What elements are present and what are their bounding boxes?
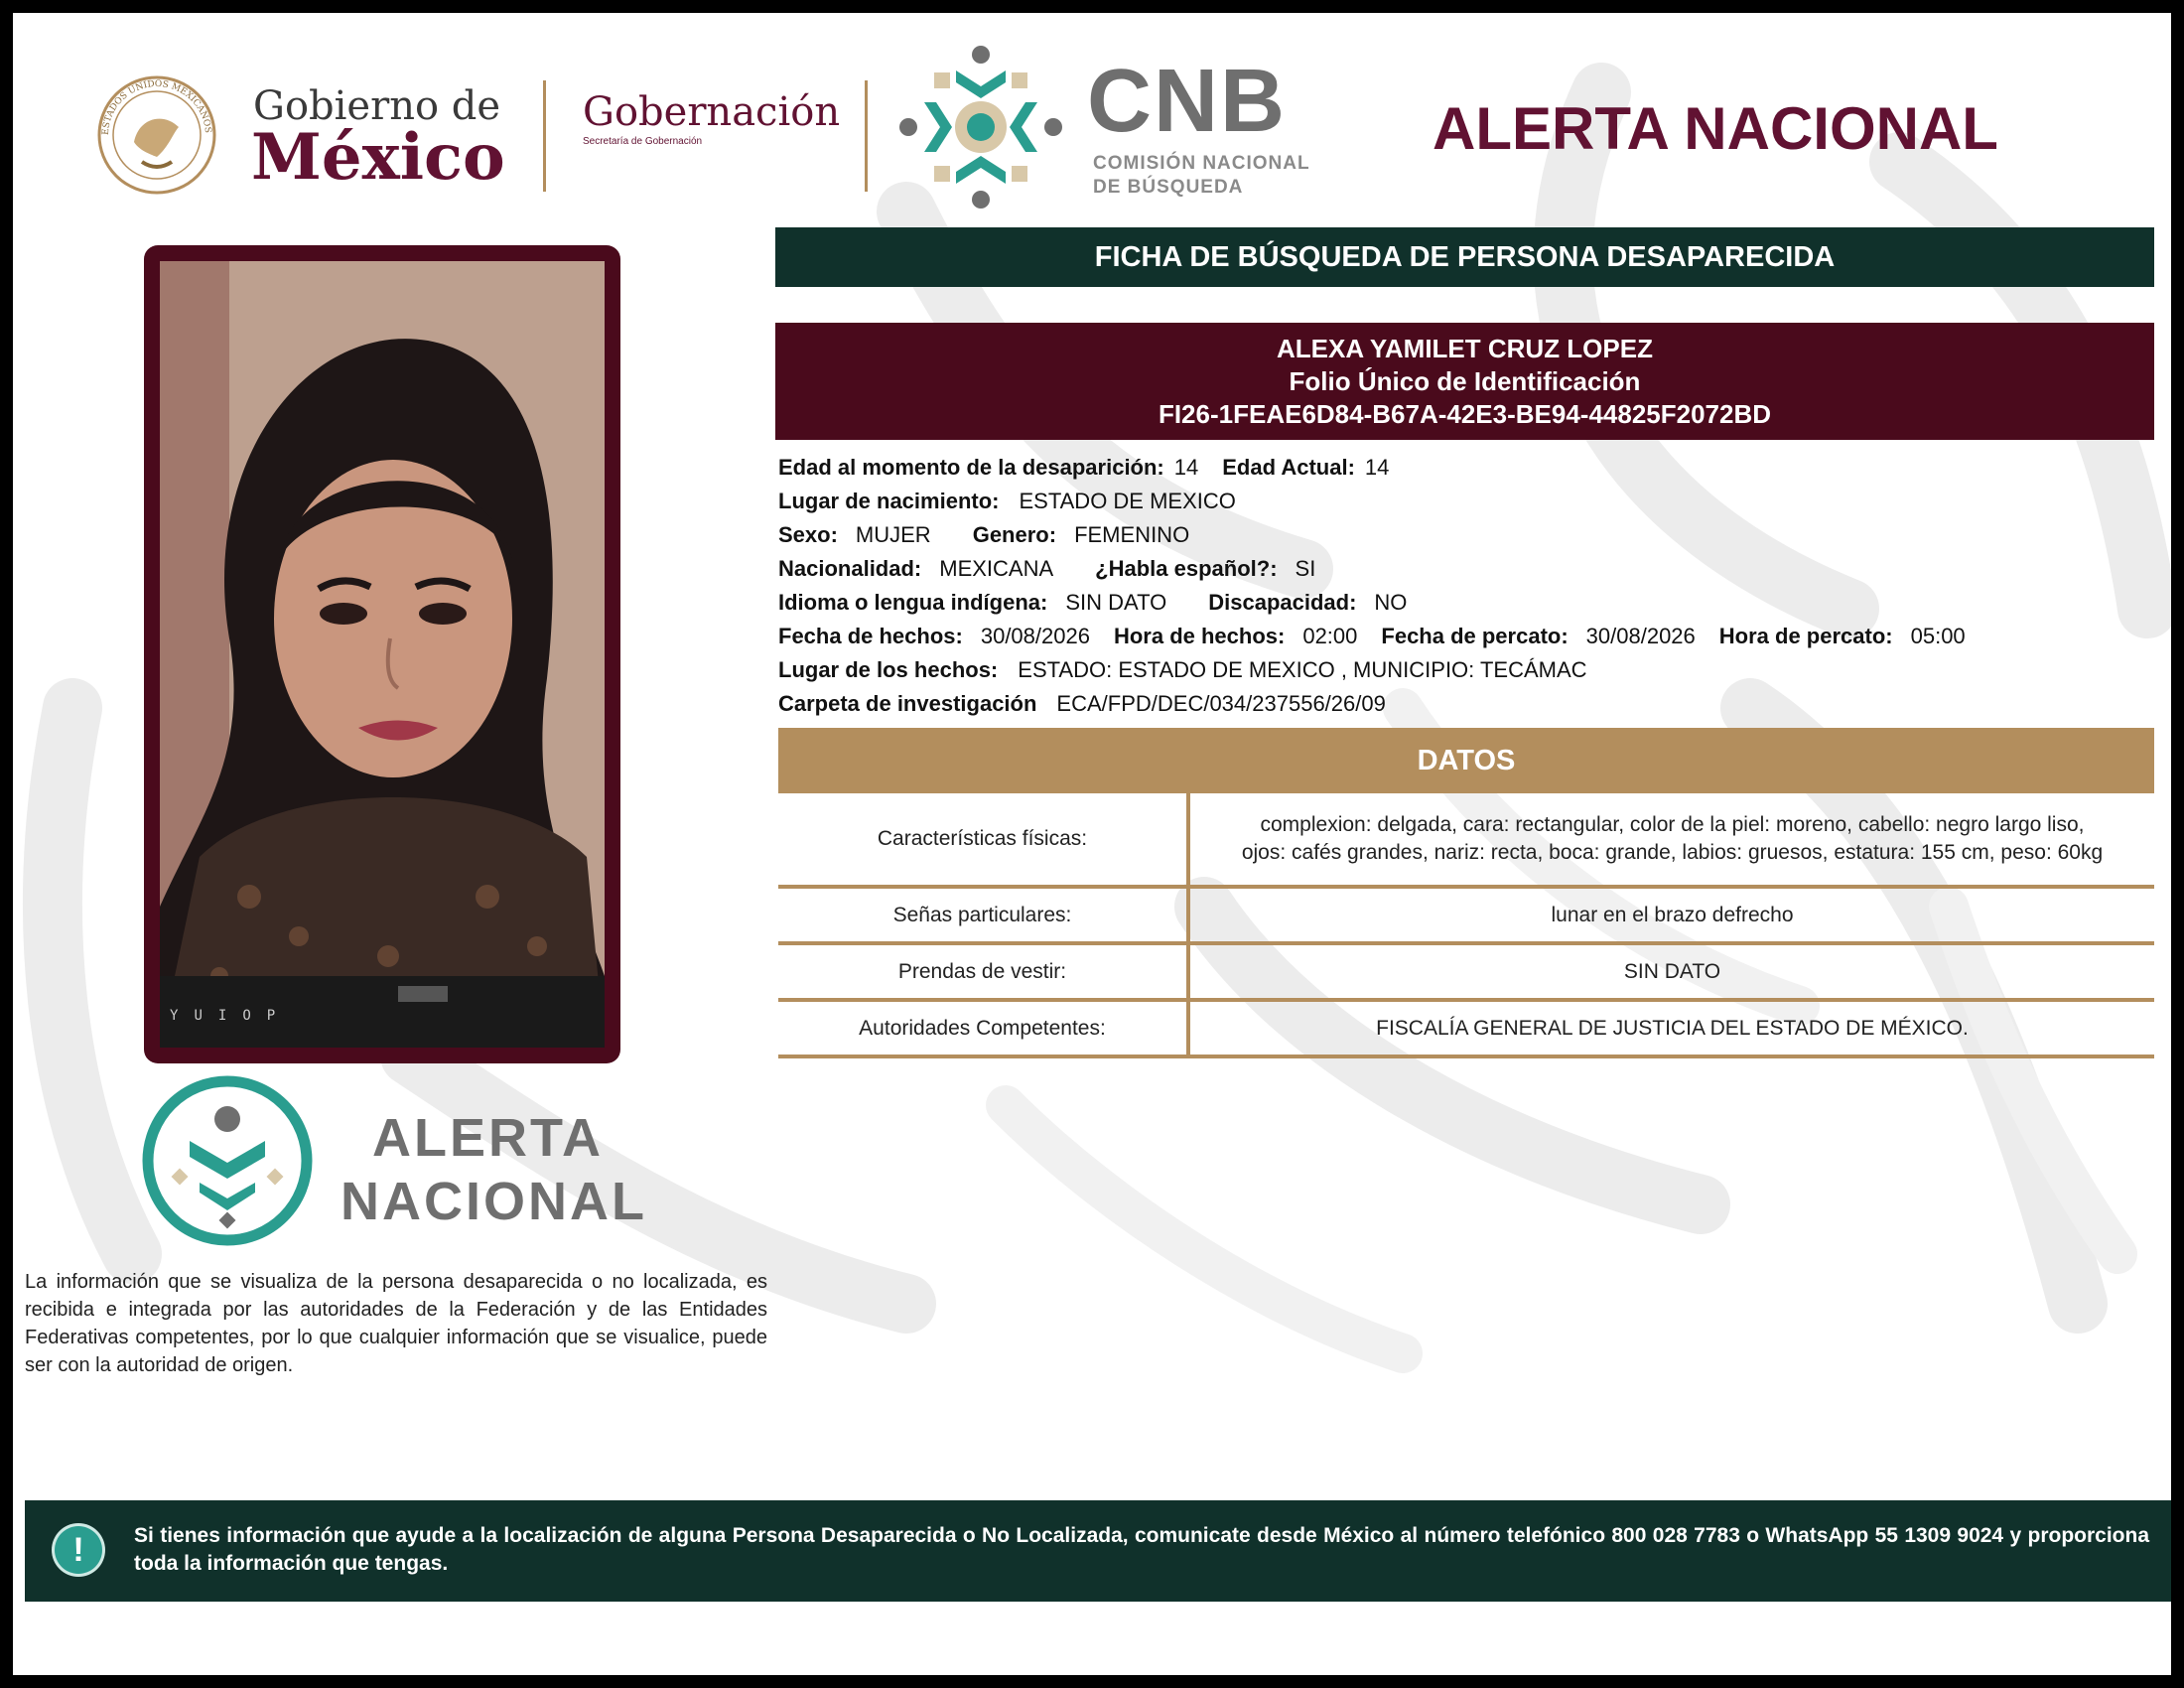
gobierno-line2: México: [251, 120, 505, 195]
keyboard-key: O: [242, 1008, 251, 1024]
datos-row-value: SIN DATO: [1188, 943, 2154, 1000]
edad-actual-value: 14: [1364, 455, 1390, 480]
seal-text: [94, 72, 219, 198]
header-divider-2: [865, 80, 868, 192]
sexo-value: MUJER: [855, 522, 931, 547]
detail-row-idioma: [778, 586, 2158, 620]
fecha-percato-value: 30/08/2026: [1585, 624, 1696, 648]
folio-label: Folio Único de Identificación: [1289, 366, 1641, 396]
header-divider-1: [543, 80, 546, 192]
exclamation-icon: !: [55, 1526, 102, 1574]
cnb-emblem-icon: [896, 43, 1065, 211]
datos-row-label: Autoridades Competentes:: [778, 1000, 1188, 1056]
datos-row-value: lunar en el brazo defrecho: [1188, 887, 2154, 943]
folio-number: FI26-1FEAE6D84-B67A-42E3-BE94-44825F2072BD: [1158, 399, 1772, 429]
genero-value: FEMENINO: [1074, 522, 1190, 547]
hora-percato-value: 05:00: [1910, 624, 1966, 648]
cnb-title: CNB: [1087, 52, 1287, 151]
genero-label: Genero:: [972, 522, 1057, 547]
alerta-logo-line2: NACIONAL: [341, 1172, 647, 1231]
discapacidad-value: NO: [1374, 590, 1408, 615]
nacionalidad-label: Nacionalidad:: [778, 556, 922, 581]
carpeta-value: ECA/FPD/DEC/034/237556/26/09: [1056, 691, 1386, 716]
photo-portrait: [160, 261, 605, 1048]
habla-espanol-value: SI: [1295, 556, 1316, 581]
lugar-nacimiento-value: ESTADO DE MEXICO: [1019, 489, 1236, 513]
gobierno-line1: Gobierno de: [253, 83, 501, 129]
svg-text:ESTADOS UNIDOS MEXICANOS: ESTADOS UNIDOS MEXICANOS: [100, 78, 213, 136]
gobernacion-title: Gobernación: [583, 89, 841, 135]
edad-desaparicion-value: 14: [1173, 455, 1199, 480]
carpeta-label: Carpeta de investigación: [778, 691, 1037, 716]
lugar-hechos-value: ESTADO: ESTADO DE MEXICO , MUNICIPIO: TECÁMAC: [1018, 657, 1587, 682]
disclaimer-text: La información que se visualiza de la persona desaparecida o no localizada, es recibida e integrada por las autoridades de la Federación y de las Entidades Federativas competentes, por lo que cualquier información que se visualice, puede ser con la autoridad de origen.: [25, 1271, 767, 1376]
cnb-subtitle-2: DE BÚSQUEDA: [1093, 177, 1244, 198]
detail-row-carpeta: [778, 687, 2158, 721]
hora-percato-label: Hora de percato:: [1718, 624, 1893, 648]
person-header: [775, 323, 2154, 440]
datos-row-value: FISCALÍA GENERAL DE JUSTICIA DEL ESTADO DE MÉXICO.: [1188, 1000, 2154, 1056]
datos-row-label: Características físicas:: [778, 793, 1188, 887]
missing-person-photo: [160, 261, 605, 1048]
datos-value-line: complexion: delgada, cara: rectangular, color de la piel: moreno, cabello: negro largo liso,: [1260, 813, 2085, 836]
detail-row-fechas: [778, 620, 2158, 653]
person-name: ALEXA YAMILET CRUZ LOPEZ: [1277, 334, 1653, 363]
gobierno-logo: [94, 63, 531, 195]
detail-row-nacionalidad: [778, 552, 2158, 586]
sexo-label: Sexo:: [778, 522, 838, 547]
detail-row-nacimiento: [778, 485, 2158, 518]
hora-hechos-value: 02:00: [1302, 624, 1358, 648]
ficha-title-bar: FICHA DE BÚSQUEDA DE PERSONA DESAPARECIDA: [775, 227, 2154, 287]
contact-info-text: Si tienes información que ayude a la localización de alguna Persona Desaparecida o No Localizada, comunicate desde México al número telefónico 800 028 7783 o WhatsApp 55 1309 9024 y proporciona toda la información que tengas.: [134, 1524, 2149, 1575]
gobernacion-subtitle: Secretaría de Gobernación: [583, 136, 703, 147]
nacionalidad-value: MEXICANA: [939, 556, 1054, 581]
keyboard-key: I: [217, 1008, 227, 1024]
person-details: [778, 451, 2158, 721]
photo-keyboard-keys: [170, 1008, 428, 1038]
datos-row-label: Prendas de vestir:: [778, 943, 1188, 1000]
edad-desaparicion-label: Edad al momento de la desaparición:: [778, 455, 1164, 480]
keyboard-key: Y: [170, 1008, 179, 1024]
contact-info-bar: [25, 1500, 2171, 1602]
idioma-label: Idioma o lengua indígena:: [778, 590, 1048, 615]
detail-row-sexo: [778, 518, 2158, 552]
lugar-nacimiento-label: Lugar de nacimiento:: [778, 489, 1000, 513]
datos-value-line: ojos: cafés grandes, nariz: recta, boca: grande, labios: gruesos, estatura: 155 cm, peso: 60kg: [1241, 841, 2104, 864]
alerta-logo-line1: ALERTA: [372, 1108, 604, 1168]
table-row: [778, 793, 2154, 887]
idioma-value: SIN DATO: [1065, 590, 1167, 615]
datos-table: [778, 793, 2154, 1058]
fecha-percato-label: Fecha de percato:: [1381, 624, 1569, 648]
discapacidad-label: Discapacidad:: [1208, 590, 1357, 615]
keyboard-key: U: [194, 1008, 203, 1024]
hora-hechos-label: Hora de hechos:: [1113, 624, 1286, 648]
gobernacion-logo: [583, 89, 861, 172]
habla-espanol-label: ¿Habla español?:: [1095, 556, 1278, 581]
fecha-hechos-value: 30/08/2026: [980, 624, 1090, 648]
table-row: [778, 887, 2154, 943]
datos-row-value: [1188, 793, 2154, 887]
edad-actual-label: Edad Actual:: [1222, 455, 1355, 480]
table-row: [778, 943, 2154, 1000]
cnb-subtitle-1: COMISIÓN NACIONAL: [1093, 153, 1310, 174]
alerta-emblem-icon: [138, 1071, 317, 1250]
photo-frame: [144, 245, 620, 1063]
detail-row-edad: [778, 451, 2158, 485]
detail-row-lugar-hechos: [778, 653, 2158, 687]
datos-header: DATOS: [778, 728, 2154, 793]
datos-row-label: Señas particulares:: [778, 887, 1188, 943]
alerta-nacional-title: ALERTA NACIONAL: [1433, 95, 1998, 162]
fecha-hechos-label: Fecha de hechos:: [778, 624, 963, 648]
keyboard-key: P: [266, 1008, 276, 1024]
lugar-hechos-label: Lugar de los hechos:: [778, 657, 999, 682]
alerta-nacional-logo: [138, 1071, 694, 1256]
search-notice-page: [13, 13, 2171, 1675]
table-row: [778, 1000, 2154, 1056]
